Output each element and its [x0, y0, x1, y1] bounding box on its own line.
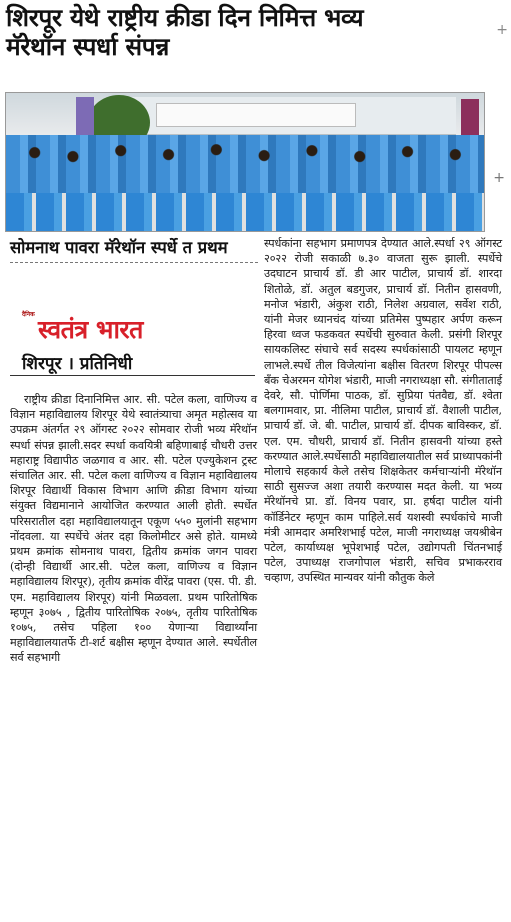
right-body — [264, 236, 502, 586]
left-column-header — [10, 238, 258, 263]
dateline: शिरपूर । प्रतिनिधी — [22, 354, 133, 374]
subheading: सोमनाथ पावरा मॅरेथॉन स्पर्धे त प्रथम — [10, 238, 258, 263]
masthead-tag: दैनिक — [22, 311, 35, 318]
right-body-paragraph: स्पर्धकांना सहभाग प्रमाणपत्र देण्यात आले.स्पर्धा २९ ऑगस्ट २०२२ रोजी सकाळी ७.३० वाजता सुरू झाली. स्पर्धेचे उदघाटन प्राचार्य डॉ. डी आर पाटील, प्राचार्य डॉ. शारदा शितोळे, डॉ. अतुल बडगुजर, प्राचार्य डॉ. नितीन हासवणी, मनोज भंडारी, अंकुश राठी, निलेश अग्रवाल, सर्वेश राठी, यांनी मेजर ध्यानचंद यांच्या प्रतिमेस पुष्पहार अर्पण करून हिरवा ध्वज फडकवत स्पर्धेची सुरुवात केली. प्रसंगी शिरपूर सायकलिस्ट संघाचे सर्व सदस्य स्पर्धकांसाठी पायलट म्हणून लाभले.स्पर्धे तील विजेत्यांना बक्षीस वितरण शिरपूर पीपल्स बँक चेअरमन योगेश भंडारी, माजी नगराध्यक्षा सौ. संगीताताई देवरे, सौ. पोर्णिमा पाठक, डॉ. सुप्रिया पंतवैद्य, डॉ. श्वेता बलगामवार, प्रा. नीलिमा पाटील, प्राचार्य डॉ. वैशाली पाटील, प्राचार्य डॉ. जे. बी. पाटील, प्राचार्य डॉ. दीपक बाविस्कर, डॉ. एल. एम. चौधरी, प्राचार्य डॉ. नितीन हासवनी यांच्या हस्ते करण्यात आले.स्पर्धेसाठी महाविद्यालयातील सर्व प्राध्यापकांनी मोलाचे सहकार्य केले तसेच शिक्षकेतर कर्मचाऱ्यांनी मॅरेथॉन साठी सुसज्ज अशा तयारी करण्यास मदत केली. या भव्य मॅरेथॉनचे प्रा. डॉ. विनय पवार, प्रा. हर्षदा पाटील यांनी कॉर्डिनेटर म्हणून काम पाहिले.सर्व यशस्वी स्पर्धकांचे माजी मंत्री आमदार अमरिशभाई पटेल, माजी नगराध्यक्ष जयश्रीबेन पटेल, कार्याध्यक्ष भूपेशभाई पटेल, उद्योगपती चिंतनभाई पटेल, उपाध्यक्ष राजगोपाल भंडारी, सचिव प्रभाकरराव चव्हाण, उपस्थित मान्यवर यांनी कौतुक केले — [264, 237, 502, 585]
masthead-name: स्वतंत्र भारत — [38, 315, 143, 344]
divider — [10, 375, 255, 376]
left-body-paragraph: राष्ट्रीय क्रीडा दिनानिमित्त आर. सी. पटेल कला, वाणिज्य व विज्ञान महाविद्यालय शिरपूर येथे स्वातंत्र्याचा अमृत महोत्सव या उपक्रम अंतर्गत २९ ऑगस्ट २०२२ सोमवार रोजी भव्य मॅरेथॉन स्पर्धा संपन्न झाली.सदर स्पर्धा कवयित्री बहिणाबाई चौधरी उत्तर महाराष्ट्र विद्यापीठ जळगाव व आर. सी. पटेल एज्युकेशन ट्रस्ट संचालित आर. सी. पटेल कला वाणिज्य व विज्ञान महाविद्यालय शिरपूर विद्यार्थी विकास विभाग आणि क्रीडा विभाग यांच्या संयुक्त विद्यमानाने आयोजित करण्यात आली होती. स्पर्धेत परिसरातील दहा महाविद्यालयातून एकूण ५५० मुलांनी सहभाग नोंदवला. या स्पर्धेचे अंतर दहा किलोमीटर असे होते. यामध्ये प्रथम क्रमांक सोमनाथ पावरा, द्वितीय क्रमांक जगन पावरा (दोन्ही विद्यार्थी आर.सी. पटेल कला, वाणिज्य व विज्ञान महाविद्यालय शिरपूर), तृतीय क्रमांक वीरेंद्र पावरा (एस. पी. डी. एम. महाविद्यालय शिरपूर) यांनी मिळवला. प्रथम पारितोषिक म्हणून ३०७५ , द्वितीय पारितोषिक २०७५, तृतीय पारितोषिक १०७५, तसेच पहिला १०० येणाऱ्या विद्यार्थ्यांना महाविद्यालयातर्फे टी-शर्ट बक्षीस म्हणून देण्यात आले. स्पर्धेतील सर्व सहभागी — [10, 393, 257, 665]
group-photo — [5, 92, 485, 232]
plus-icon: + — [496, 22, 508, 38]
left-body — [10, 392, 257, 666]
headline-line-1: शिरपूर येथे राष्ट्रीय क्रीडा दिन निमित्त भव्य — [6, 3, 364, 32]
headline-line-2: मॅरेथॉन स्पर्धा संपन्न — [6, 31, 170, 61]
plus-icon-photo: + — [493, 170, 505, 186]
headline — [6, 4, 496, 62]
